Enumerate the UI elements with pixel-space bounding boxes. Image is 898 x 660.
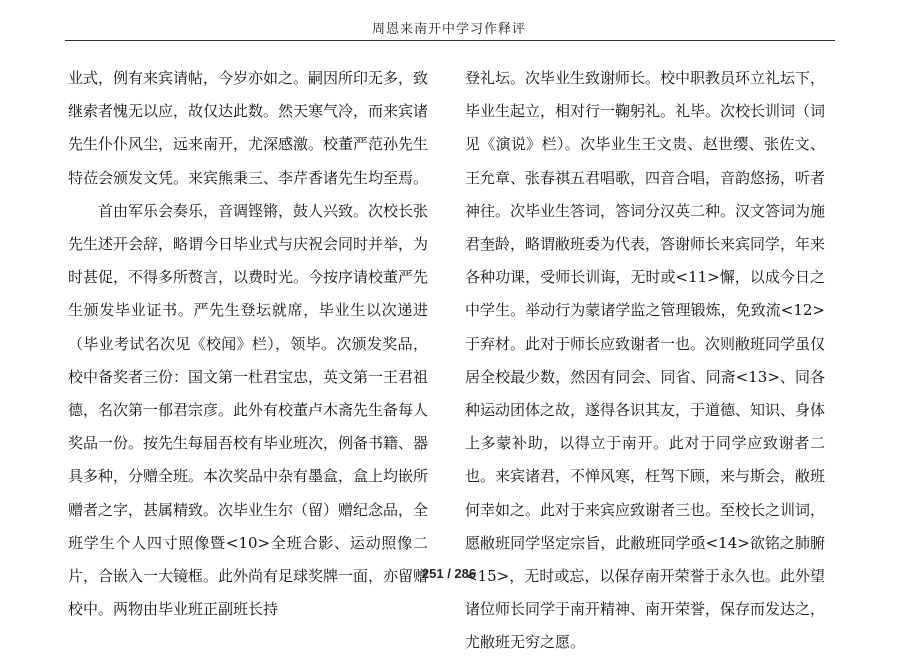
paragraph: 业式，例有来宾请帖，今岁亦如之。嗣因所印无多，致继索者愧无以应，故仅达此数。然天寒气冷，而来宾诸先生仆仆风尘，远来南开，尤深感激。校董严范孙先生特莅会颁发文凭。来宾熊秉三、李芹香诸先生均至焉。: [68, 69, 429, 187]
left-text-column: [68, 62, 428, 626]
running-header: 周恩来南开中学习作释评: [371, 22, 526, 37]
header-rule: [65, 40, 835, 41]
page-number: 251 / 286: [421, 566, 477, 581]
paragraph: 登礼坛。次毕业生致谢师长。校中职教员环立礼坛下，毕业生起立，相对行一鞠躬礼。礼毕。次校长训词（词见《演说》栏）。次毕业生王文贵、赵世缨、张佐文、王允章、张春祺五君唱歌，四音合唱，音韵悠扬，听者神往。次毕业生答词，答词分汉英二种。汉文答词为施君奎龄，略谓敝班委为代表，答谢师长来宾同学，年来各种功课，受师长训诲，无时或<11>懈，以成今日之中学生。举动行为蒙诸学监之管理锻炼，免致流<12>于弃材。此对于师长应致谢者一也。次则敝班同学虽仅居全校最少数，然因有同会、同省、同斋<13>、同各种运动团体之故，遂得各识其友，于道德、知识、身体上多蒙补助，以得立于南开。此对于同学应致谢者二也。来宾诸君，不惮风寒，枉驾下顾，来与斯会，敝班何幸如之。此对于来宾应致谢者三也。至校长之训词，愿敝班同学坚定宗旨，此敝班同学亟<14>欲铭之肺腑<15>，无时或忘，以保存南开荣誉于永久也。此外望诸位师长同学于南开精神、南开荣誉，保存而发达之，尤敝班无穷之愿。: [465, 69, 826, 652]
paragraph: 首由军乐会奏乐，音调铿锵，鼓人兴致。次校长张先生述开会辞，略谓今日毕业式与庆祝会同时并举，为时甚促，不得多所赘言，以费时光。今按序请校董严先生颁发毕业证书。严先生登坛就席，毕业生以次递进（毕业考试名次见《校闻》栏），领毕。次颁发奖品，校中备奖者三份：国文第一杜君宝忠，英文第一王君祖德，名次第一郁君宗彦。此外有校董卢木斋先生备每人奖品一份。按先生每届吾校有毕业班次，例备书籍、器具多种，分赠全班。本次奖品中杂有墨盒，盒上均嵌所赠者之字，甚属精致。次毕业生尔（留）赠纪念品，全班学生个人四寸照像暨<10>全班合影、运动照像二片，合嵌入一大镜框。此外尚有足球奖牌一面，亦留赠校中。两物由毕业班正副班长持: [68, 201, 429, 619]
